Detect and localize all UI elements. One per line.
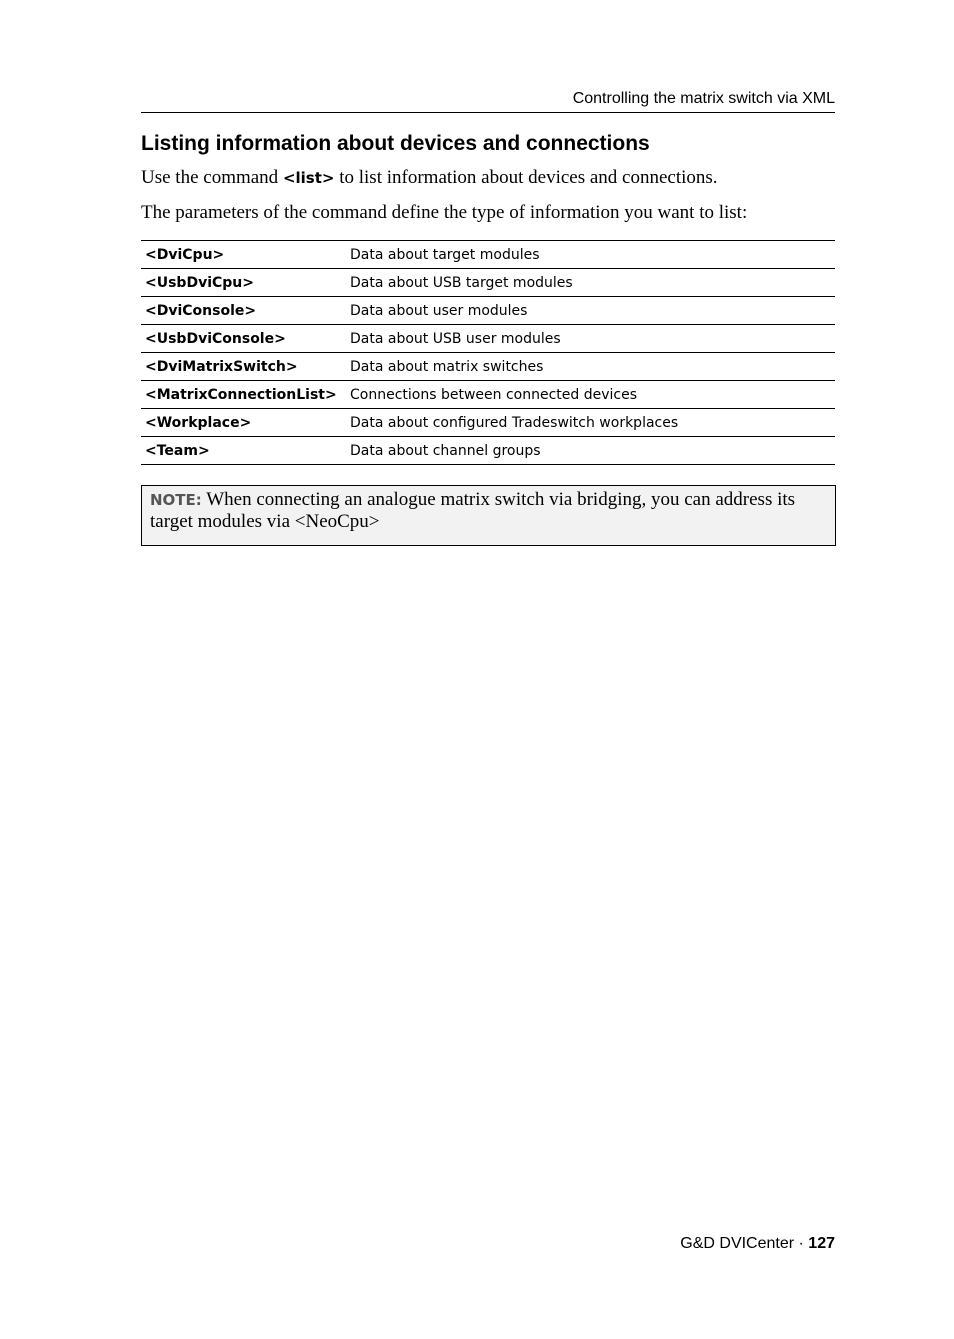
parameter-description: Data about USB user modules xyxy=(346,325,835,353)
parameters-paragraph: The parameters of the command define the type of information you want to list: xyxy=(141,202,748,223)
parameter-name: <UsbDviConsole> xyxy=(141,325,346,353)
table-row xyxy=(141,437,835,465)
parameter-name: <MatrixConnectionList> xyxy=(141,381,346,409)
intro-text-before: Use the command xyxy=(141,167,283,188)
parameter-description: Connections between connected devices xyxy=(346,381,835,409)
parameter-description: Data about user modules xyxy=(346,297,835,325)
page-number: 127 xyxy=(808,1235,835,1252)
parameter-name: <Team> xyxy=(141,437,346,465)
page-footer xyxy=(680,1234,835,1254)
table-row xyxy=(141,297,835,325)
section-title: Listing information about devices and connections xyxy=(141,132,650,155)
running-header: Controlling the matrix switch via XML xyxy=(572,90,835,107)
parameter-name: <DviConsole> xyxy=(141,297,346,325)
parameter-description: Data about target modules xyxy=(346,241,835,269)
table-row xyxy=(141,353,835,381)
note-text: When connecting an analogue matrix switch via bridging, you can address its target modules via <NeoCpu> xyxy=(150,489,796,532)
parameter-description: Data about channel groups xyxy=(346,437,835,465)
note-box xyxy=(141,485,836,546)
footer-product: G&D DVICenter · xyxy=(680,1235,809,1252)
parameters-table xyxy=(141,240,835,465)
intro-text-after: to list information about devices and connections. xyxy=(334,167,718,188)
table-row xyxy=(141,381,835,409)
table-row xyxy=(141,409,835,437)
table-row xyxy=(141,241,835,269)
parameter-name: <UsbDviCpu> xyxy=(141,269,346,297)
parameter-description: Data about configured Tradeswitch workplaces xyxy=(346,409,835,437)
parameter-name: <DviCpu> xyxy=(141,241,346,269)
parameter-name: <DviMatrixSwitch> xyxy=(141,353,346,381)
parameter-description: Data about matrix switches xyxy=(346,353,835,381)
table-row xyxy=(141,325,835,353)
note-label: NOTE: xyxy=(150,491,202,509)
table-row xyxy=(141,269,835,297)
list-command: <list> xyxy=(282,169,335,187)
parameter-description: Data about USB target modules xyxy=(346,269,835,297)
intro-paragraph xyxy=(141,166,835,190)
parameter-name: <Workplace> xyxy=(141,409,346,437)
header-rule xyxy=(141,112,835,113)
